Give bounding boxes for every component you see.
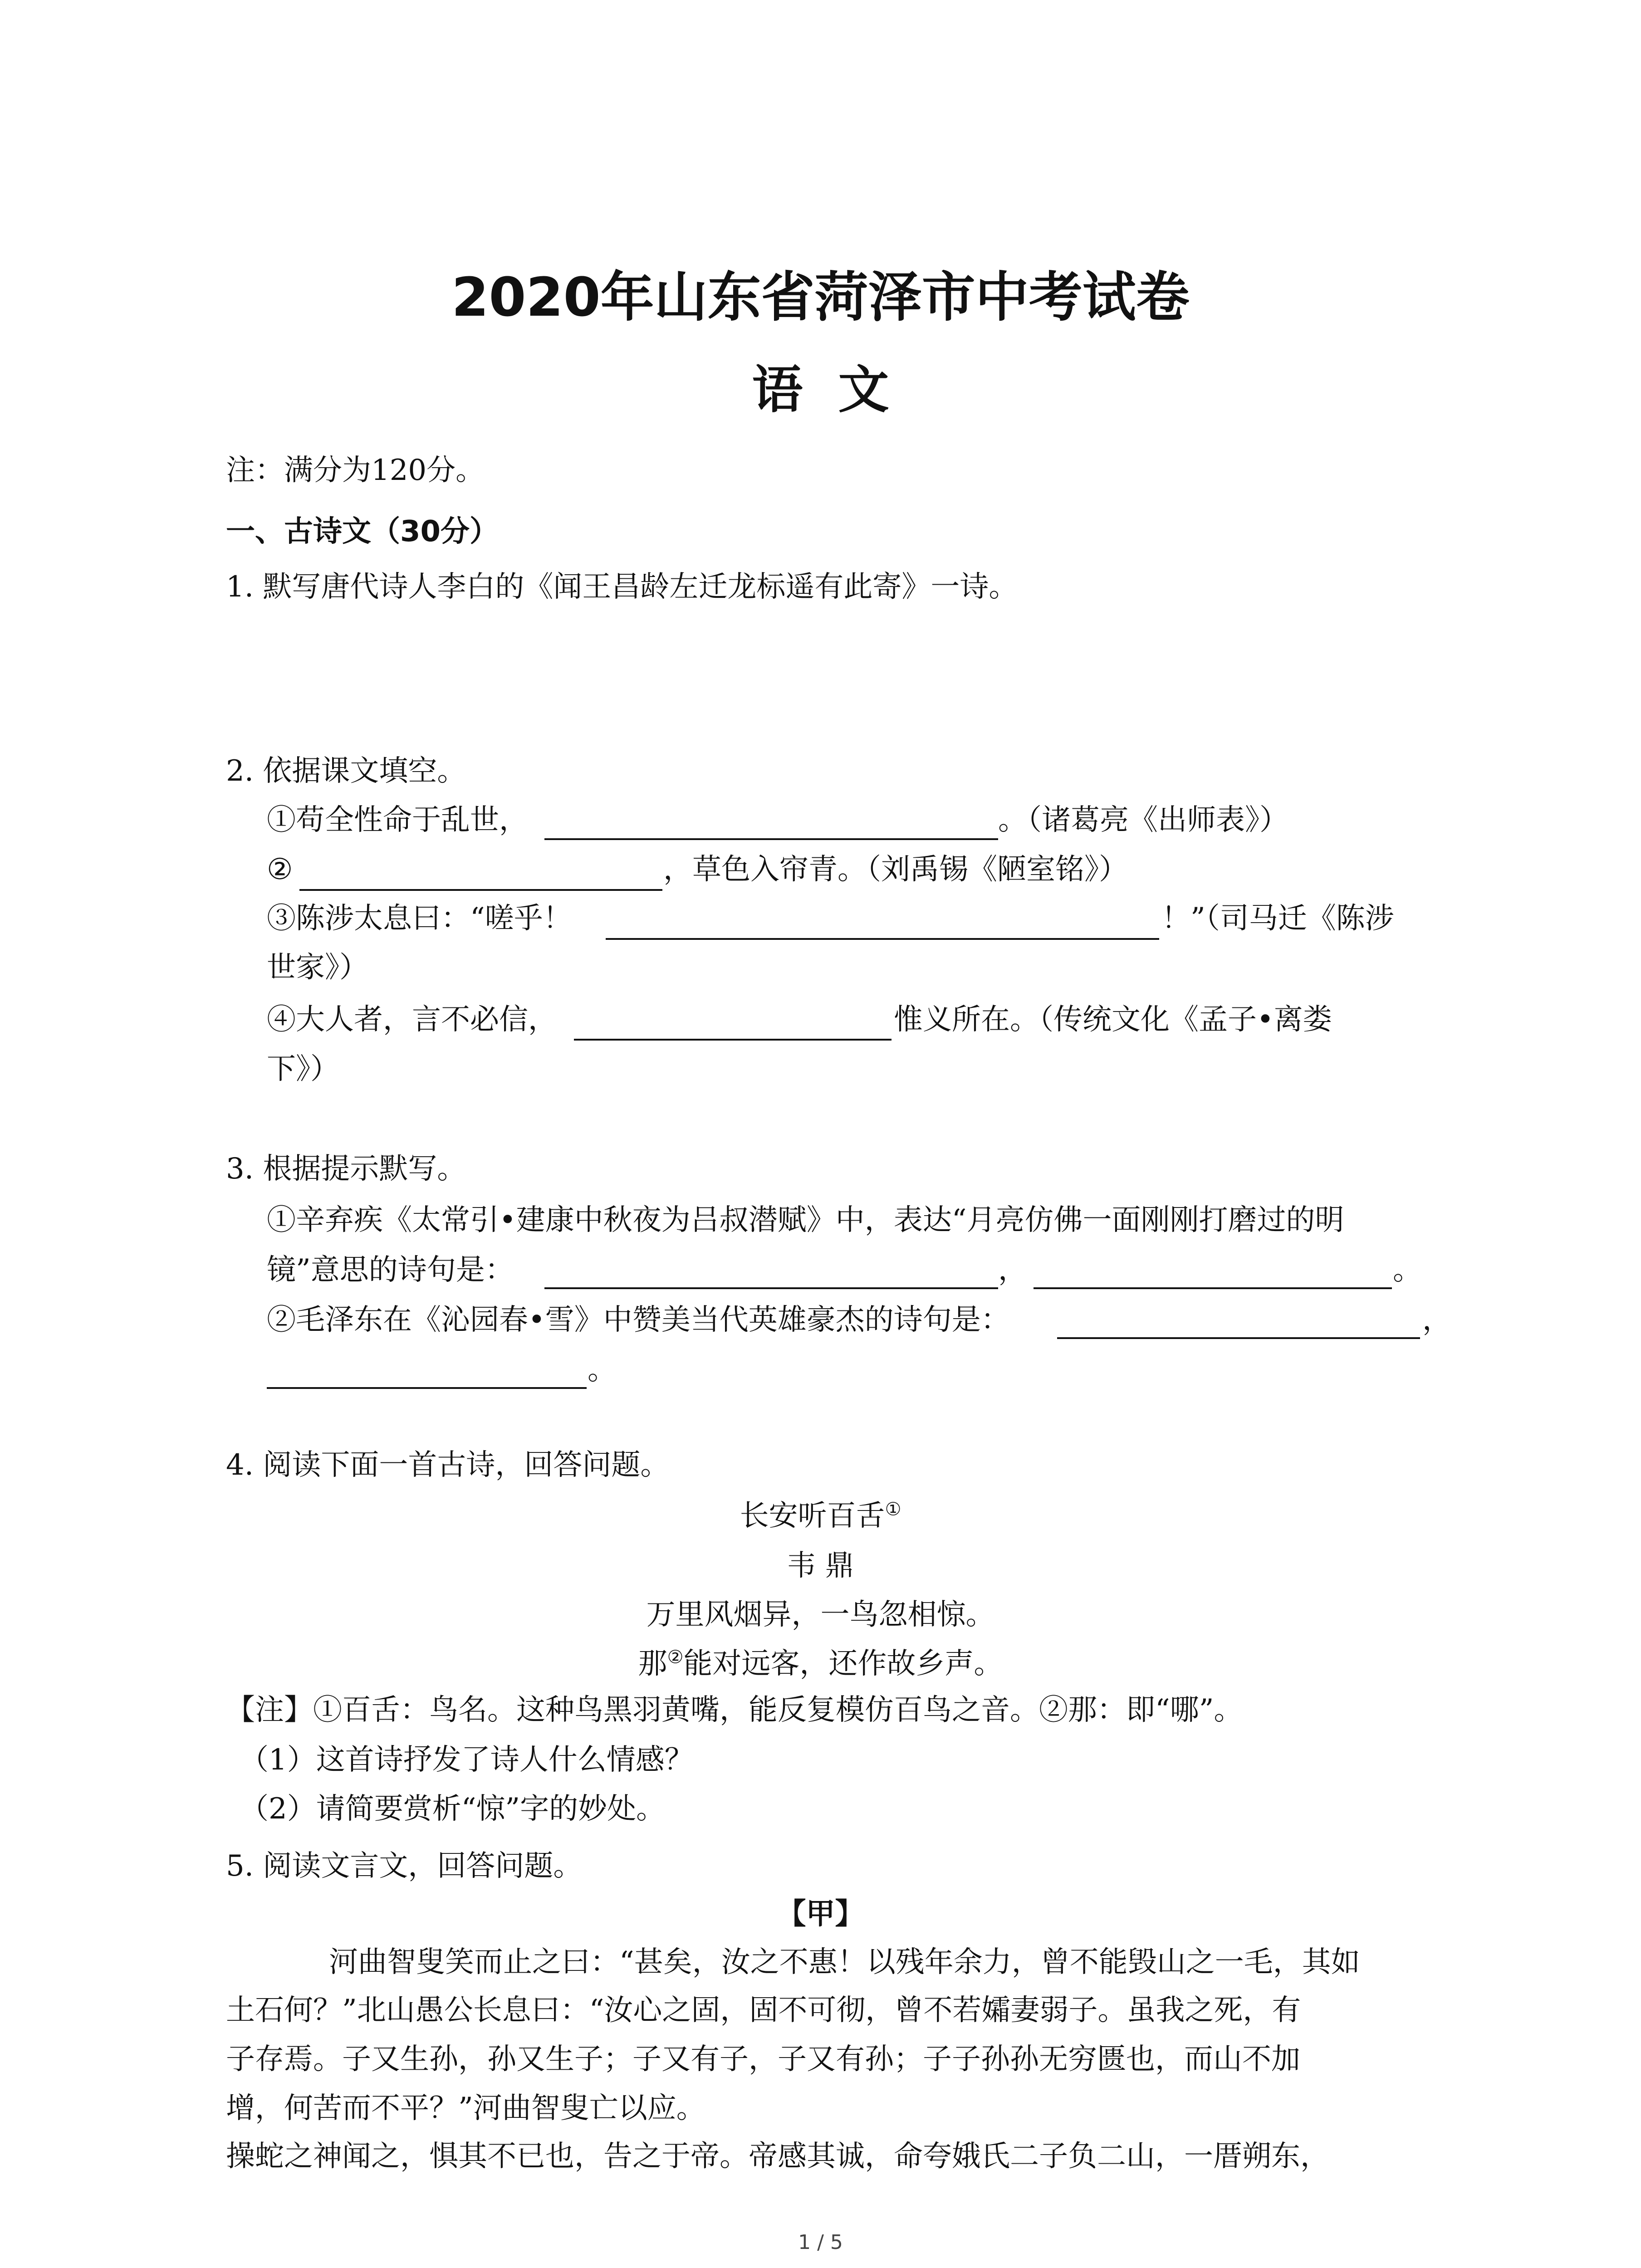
question-4-intro: 4. 阅读下面一首古诗，回答问题。 bbox=[226, 1448, 670, 1482]
q2-b-blank[interactable] bbox=[299, 889, 662, 891]
q2-c-prefix: ③陈涉太息曰：“嗟乎！ bbox=[267, 902, 572, 935]
question-3-intro: 3. 根据提示默写。 bbox=[226, 1152, 466, 1186]
question-5-intro: 5. 阅读文言文，回答问题。 bbox=[226, 1849, 583, 1883]
page-number: 1 / 5 bbox=[798, 2231, 843, 2254]
q3-b-blank-1[interactable] bbox=[1057, 1337, 1420, 1339]
exam-title: 2020年山东省菏泽市中考试卷 bbox=[451, 266, 1190, 328]
passage-line-5: 操蛇之神闻之，惧其不已也，告之于帝。帝感其诚，命夸娥氏二子负二山，一厝朔东， bbox=[226, 2140, 1329, 2173]
q3-a-comma: ， bbox=[998, 1253, 1027, 1287]
q3-a-line1: ①辛弃疾《太常引•建康中秋夜为吕叔潜赋》中，表达“月亮仿佛一面刚刚打磨过的明 bbox=[267, 1203, 1344, 1237]
q3-a-blank-2[interactable] bbox=[1034, 1287, 1392, 1289]
q2-c-continuation: 世家》） bbox=[267, 951, 368, 984]
poem-title: 长安听百舌① bbox=[740, 1499, 901, 1533]
q3-b-blank-2[interactable] bbox=[267, 1387, 587, 1389]
q4-sub-question-1: （1）这首诗抒发了诗人什么情感？ bbox=[240, 1743, 694, 1777]
q2-d-blank[interactable] bbox=[574, 1039, 892, 1041]
passage-line-2: 土石何？”北山愚公长息曰：“汝心之固，固不可彻，曾不若孀妻弱子。虽我之死，有 bbox=[226, 1994, 1301, 2027]
q2-c-suffix: ！”（司马迁《陈涉 bbox=[1161, 902, 1394, 935]
passage-label: 【甲】 bbox=[777, 1897, 864, 1931]
q2-d-prefix: ④大人者，言不必信， bbox=[267, 1003, 557, 1036]
q3-b-prefix: ②毛泽东在《沁园春•雪》中赞美当代英雄豪杰的诗句是： bbox=[267, 1303, 1010, 1337]
q2-d-suffix: 惟义所在。（传统文化《孟子•离娄 bbox=[894, 1003, 1332, 1036]
q2-b-suffix: ，草色入帘青。（刘禹锡《陋室铭》） bbox=[663, 853, 1128, 886]
q2-c-blank[interactable] bbox=[606, 938, 1159, 940]
section-heading: 一、古诗文（30分） bbox=[226, 515, 499, 548]
passage-line-3: 子存焉。子又生孙，孙又生子；子又有子，子又有孙；子子孙孙无穷匮也，而山不加 bbox=[226, 2043, 1300, 2076]
poem-annotation: 【注】①百舌：鸟名。这种鸟黑羽黄嘴，能反复模仿百鸟之音。②那：即“哪”。 bbox=[226, 1693, 1243, 1727]
poem-author: 韦 鼎 bbox=[787, 1549, 854, 1583]
q2-a-blank[interactable] bbox=[544, 838, 998, 840]
poem-title-footnote-mark: ① bbox=[885, 1499, 901, 1520]
subject-title: 语 文 bbox=[752, 361, 889, 420]
poem-line-footnote-mark: ② bbox=[667, 1647, 684, 1668]
q3-b-comma: ， bbox=[1422, 1303, 1451, 1337]
poem-line-1: 万里风烟异，一鸟忽相惊。 bbox=[646, 1598, 995, 1632]
question-1: 1. 默写唐代诗人李白的《闻王昌龄左迁龙标遥有此寄》一诗。 bbox=[226, 570, 1018, 604]
q2-a-suffix: 。（诸葛亮《出师表》） bbox=[998, 803, 1288, 837]
poem-line-2: 那②能对远客，还作故乡声。 bbox=[638, 1647, 1003, 1681]
q2-a-prefix: ①苟全性命于乱世， bbox=[267, 803, 528, 837]
score-note: 注：满分为120分。 bbox=[226, 454, 485, 487]
passage-line-4: 增，何苦而不平？”河曲智叟亡以应。 bbox=[226, 2092, 705, 2125]
q4-sub-question-2: （2）请简要赏析“惊”字的妙处。 bbox=[240, 1792, 666, 1826]
q3-a-line2-prefix: 镜”意思的诗句是： bbox=[267, 1253, 514, 1287]
q2-b-prefix: ② bbox=[267, 853, 293, 886]
q3-a-blank-1[interactable] bbox=[544, 1287, 998, 1289]
q3-a-end: 。 bbox=[1393, 1253, 1422, 1287]
q3-b-end: 。 bbox=[588, 1353, 617, 1387]
question-2-intro: 2. 依据课文填空。 bbox=[226, 754, 466, 788]
q2-d-continuation: 下》） bbox=[267, 1052, 339, 1086]
passage-line-1: 河曲智叟笑而止之曰：“甚矣，汝之不惠！以残年余力，曾不能毁山之一毛，其如 bbox=[329, 1945, 1360, 1979]
